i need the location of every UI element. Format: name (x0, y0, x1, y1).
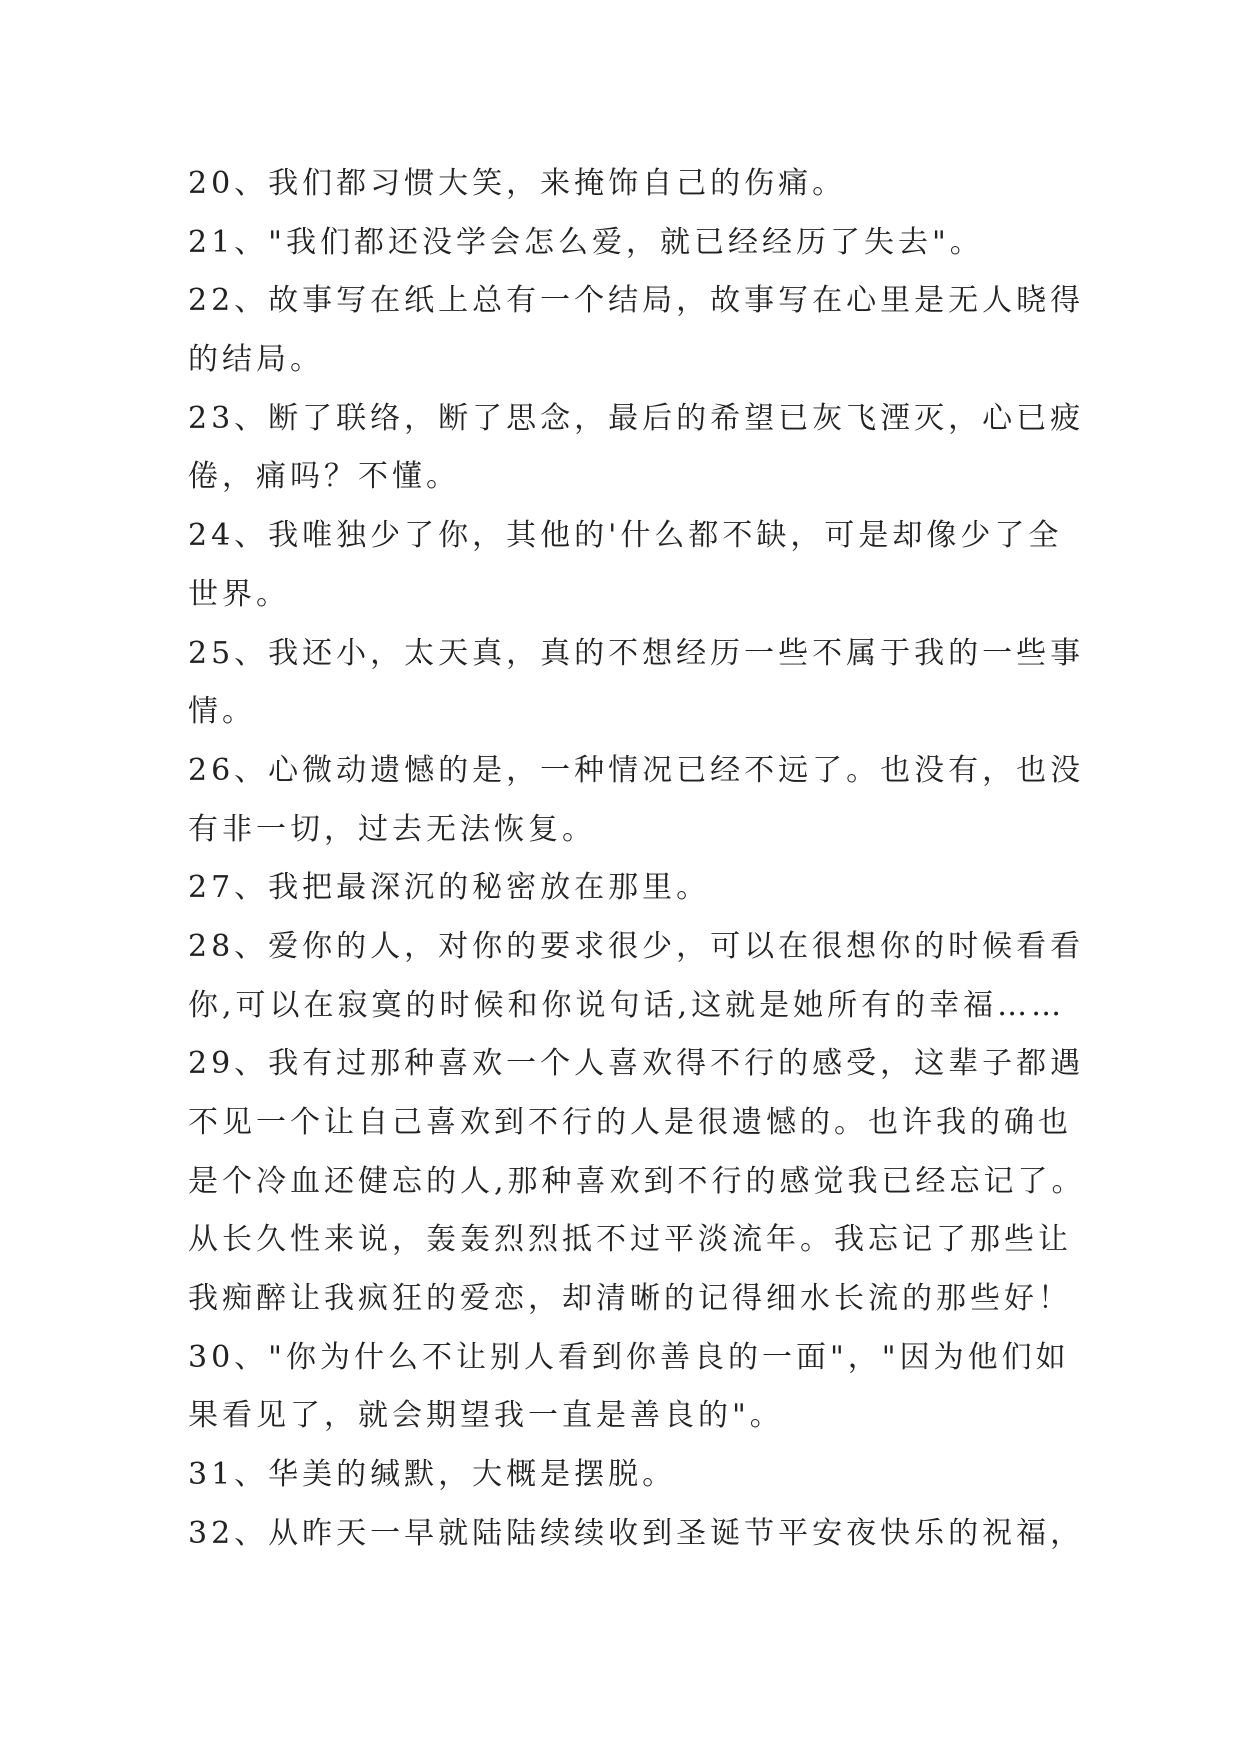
text-line: 不见一个让自己喜欢到不行的人是很遗憾的。也许我的确也 (188, 1105, 1072, 1140)
text-line: 29、我有过那种喜欢一个人喜欢得不行的感受，这辈子都遇 (188, 1046, 1085, 1082)
text-line: 30、"你为什么不让别人看到你善良的一面"，"因为他们如 (188, 1339, 1070, 1375)
text-line: 27、我把最深沉的秘密放在那里。 (188, 870, 711, 906)
text-line: 32、从昨天一早就陆陆续续收到圣诞节平安夜快乐的祝福， (188, 1515, 1085, 1551)
text-line: 你,可以在寂寞的时候和你说句话,这就是她所有的幸福…… (188, 987, 1066, 1023)
text-line: 28、爱你的人，对你的要求很少，可以在很想你的时候看看 (188, 928, 1085, 964)
document-body (188, 155, 1086, 1564)
text-line: 倦，痛吗？不懂。 (188, 459, 460, 495)
text-line: 果看见了，就会期望我一直是善良的"。 (188, 1398, 784, 1434)
text-line: 23、断了联络，断了思念，最后的希望已灰飞湮灭，心已疲 (188, 400, 1085, 436)
text-line: 从长久性来说，轰轰烈烈抵不过平淡流年。我忘记了那些让 (188, 1222, 1072, 1258)
text-line: 21、"我们都还没学会怎么爱，就已经经历了失去"。 (188, 224, 984, 260)
text-line: 有非一切，过去无法恢复。 (188, 811, 596, 847)
text-line: 情。 (188, 694, 256, 730)
text-line: 我痴醉让我疯狂的爱恋，却清晰的记得细水长流的那些好！ (188, 1281, 1072, 1317)
text-line: 是个冷血还健忘的人,那种喜欢到不行的感觉我已经忘记了。 (188, 1163, 1086, 1199)
text-line: 25、我还小，太天真，真的不想经历一些不属于我的一些事 (188, 635, 1085, 671)
text-line: 26、心微动遗憾的是，一种情况已经不远了。也没有，也没 (188, 752, 1085, 788)
text-line: 的结局。 (188, 342, 324, 378)
text-line: 22、故事写在纸上总有一个结局，故事写在心里是无人晓得 (188, 283, 1085, 319)
text-line: 24、我唯独少了你，其他的'什么都不缺，可是却像少了全 (188, 518, 1063, 554)
text-line: 31、华美的缄默，大概是摆脱。 (188, 1457, 677, 1493)
text-line: 世界。 (188, 576, 290, 612)
text-line: 20、我们都习惯大笑，来掩饰自己的伤痛。 (188, 166, 847, 201)
